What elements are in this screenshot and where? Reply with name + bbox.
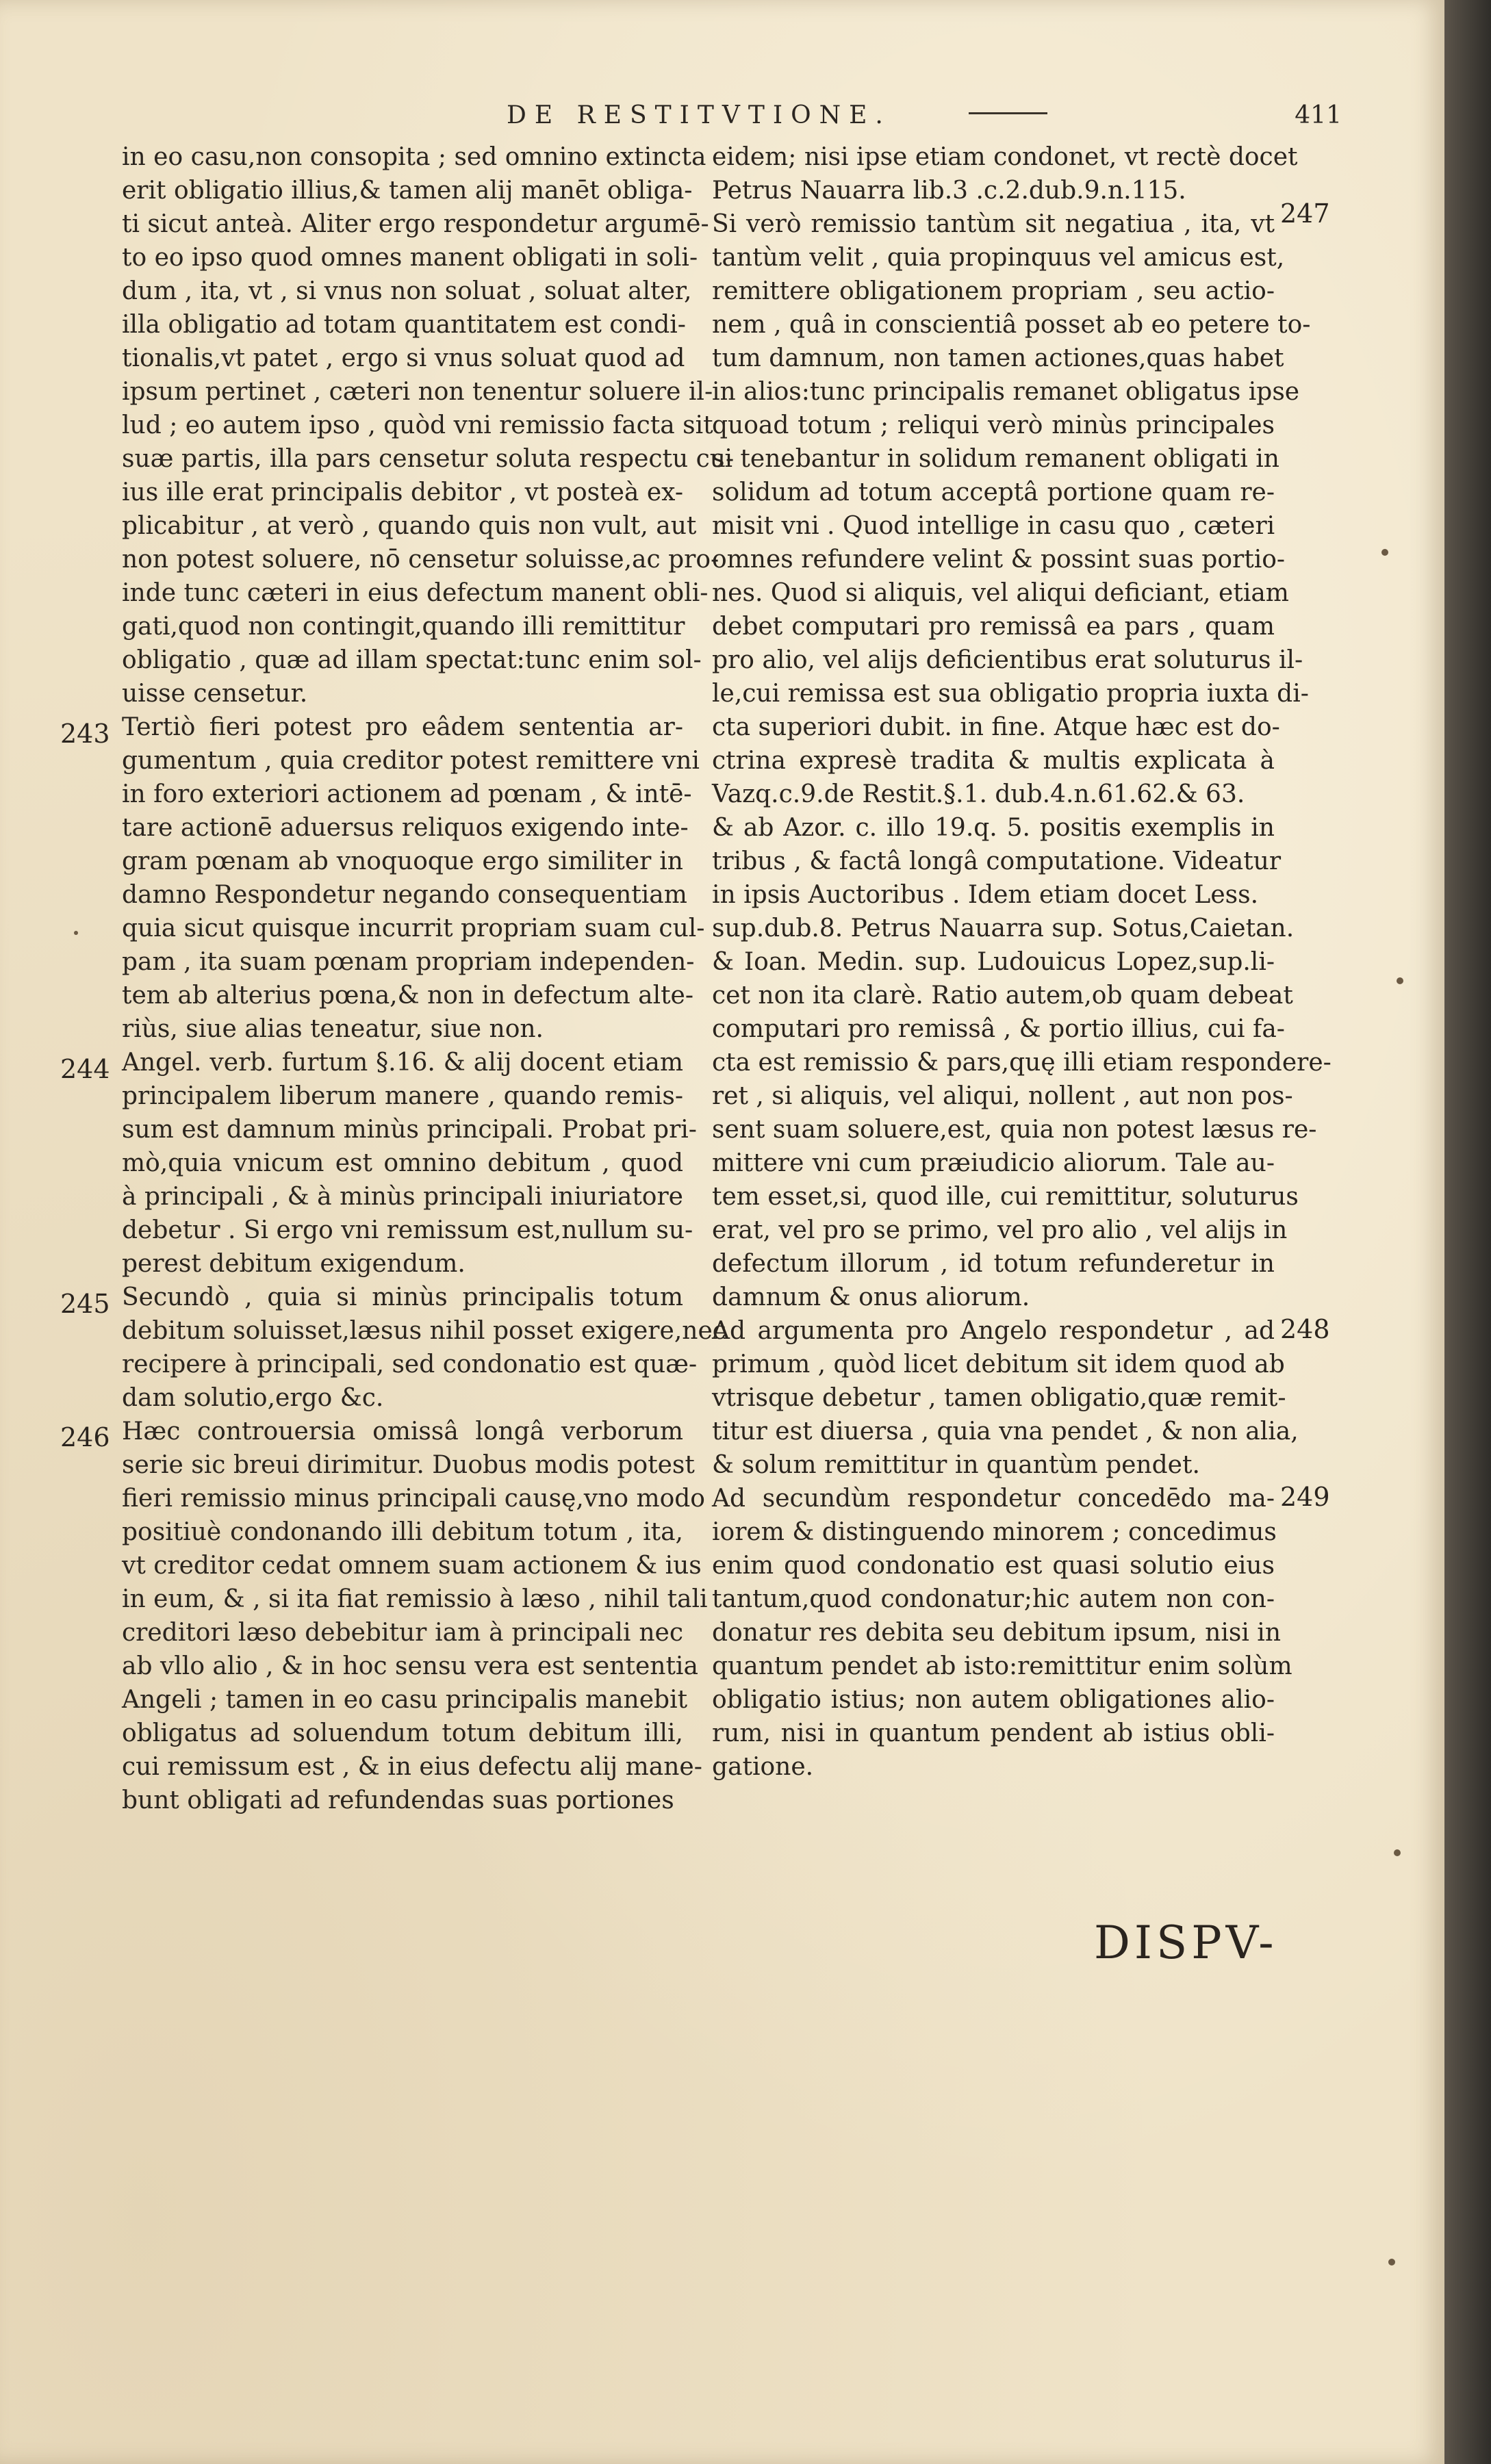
- text-line: ab vllo alio , & in hoc sensu vera est sententia: [122, 1652, 698, 1680]
- text-line: principalem liberum manere , quando remis-: [122, 1082, 683, 1110]
- margin-number-246: 246: [60, 1422, 110, 1452]
- text-line: gatione.: [712, 1753, 814, 1781]
- text-line: enim quod condonatio est quasi solutio eius: [712, 1552, 1275, 1580]
- text-line: cet non ita clarè. Ratio autem,ob quam debeat: [712, 981, 1293, 1010]
- text-line: debetur . Si ergo vni remissum est,nullum su-: [122, 1216, 693, 1244]
- text-line: in foro exteriori actionem ad pœnam , & intē-: [122, 780, 692, 808]
- margin-number-243: 243: [60, 719, 110, 749]
- text-line: in eum, & , si ita fiat remissio à læso , nihil tali: [122, 1585, 708, 1613]
- text-line: quoad totum ; reliqui verò minùs principales: [712, 411, 1275, 439]
- text-line: lud ; eo autem ipso , quòd vni remissio facta sit: [122, 411, 713, 439]
- text-line: quantum pendet ab isto:remittitur enim solùm: [712, 1652, 1292, 1680]
- text-line: dum , ita, vt , si vnus non soluat , soluat alter,: [122, 277, 692, 305]
- text-line: creditori læso debebitur iam à principali nec: [122, 1619, 683, 1647]
- text-line: iorem & distinguendo minorem ; concedimus: [712, 1518, 1277, 1546]
- text-line: le,cui remissa est sua obligatio propria iuxta di-: [712, 680, 1309, 708]
- text-line: computari pro remissâ , & portio illius, cui fa-: [712, 1015, 1285, 1043]
- text-line: bunt obligati ad refundendas suas portiones: [122, 1786, 674, 1814]
- margin-number-247: 247: [1280, 198, 1330, 229]
- text-line: riùs, siue alias teneatur, siue non.: [122, 1015, 544, 1043]
- text-line: tantum,quod condonatur;hic autem non con-: [712, 1585, 1275, 1613]
- text-line: Hæc controuersia omissâ longâ verborum: [122, 1417, 683, 1446]
- text-line: misit vni . Quod intellige in casu quo , cæteri: [712, 512, 1275, 540]
- text-line: cta est remissio & pars,quę illi etiam respondere-: [712, 1049, 1331, 1077]
- text-line: omnes refundere velint & possint suas portio-: [712, 546, 1286, 574]
- text-line: tantùm velit , quia propinquus vel amicus est,: [712, 244, 1285, 272]
- text-line: ctrina expresè tradita & multis explicata à: [712, 747, 1275, 775]
- text-line: ti sicut anteà. Aliter ergo respondetur argumē-: [122, 210, 709, 238]
- text-line: mittere vni cum præiudicio aliorum. Tale au-: [712, 1149, 1275, 1177]
- text-line: titur est diuersa , quia vna pendet , & non alia,: [712, 1417, 1299, 1446]
- text-line: tem ab alterius pœna,& non in defectum alte-: [122, 981, 694, 1010]
- text-line: gumentum , quia creditor potest remittere vni: [122, 747, 700, 775]
- text-line: gati,quod non contingit,quando illi remittitur: [122, 613, 685, 641]
- text-line: inde tunc cæteri in eius defectum manent obli-: [122, 579, 709, 607]
- text-line: cui remissum est , & in eius defectu alij mane-: [122, 1753, 702, 1781]
- text-line: vt creditor cedat omnem suam actionem & ius: [122, 1552, 702, 1580]
- text-line: nes. Quod si aliquis, vel aliqui deficiant, etiam: [712, 579, 1289, 607]
- text-line: illa obligatio ad totam quantitatem est condi-: [122, 311, 686, 339]
- text-line: Tertiò fieri potest pro eâdem sententia ar-: [122, 713, 683, 741]
- margin-number-244: 244: [60, 1054, 110, 1084]
- running-title: DE RESTITVTIONE.: [507, 101, 891, 129]
- text-line: defectum illorum , id totum refunderetur in: [712, 1250, 1275, 1278]
- page-number: 411: [1295, 101, 1342, 129]
- text-line: erit obligatio illius,& tamen alij manēt obliga-: [122, 177, 693, 205]
- left-text-column: [122, 140, 735, 1817]
- text-line: sup.dub.8. Petrus Nauarra sup. Sotus,Caietan.: [712, 914, 1295, 942]
- text-line: remittere obligationem propriam , seu actio-: [712, 277, 1275, 305]
- text-line: perest debitum exigendum.: [122, 1250, 466, 1278]
- text-line: tionalis,vt patet , ergo si vnus soluat quod ad: [122, 344, 685, 372]
- text-line: ipsum pertinet , cæteri non tenentur soluere il-: [122, 378, 713, 406]
- text-line: Petrus Nauarra lib.3 .c.2.dub.9.n.115.: [712, 177, 1186, 205]
- text-line: non potest soluere, nō censetur soluisse,ac pro-: [122, 546, 719, 574]
- paper-speck: [1388, 2259, 1395, 2266]
- text-line: in alios:tunc principalis remanet obligatus ipse: [712, 378, 1300, 406]
- text-line: suæ partis, illa pars censetur soluta respectu cu-: [122, 445, 735, 473]
- text-line: debitum soluisset,læsus nihil posset exigere,nec: [122, 1317, 726, 1345]
- text-line: Si verò remissio tantùm sit negatiua , ita, vt: [712, 210, 1275, 238]
- catchword: DISPV-: [1094, 1916, 1278, 1969]
- text-line: sum est damnum minùs principali. Probat pri-: [122, 1116, 697, 1144]
- text-line: vtrisque debetur , tamen obligatio,quæ remit-: [712, 1384, 1286, 1412]
- text-line: eidem; nisi ipse etiam condonet, vt rectè docet: [712, 143, 1298, 171]
- text-line: in eo casu,non consopita ; sed omnino extincta: [122, 143, 706, 171]
- text-line: & solum remittitur in quantùm pendet.: [712, 1451, 1200, 1479]
- paper-speck: [1394, 1849, 1401, 1856]
- page-header: [507, 101, 1342, 142]
- text-line: Ad argumenta pro Angelo respondetur , ad: [712, 1317, 1275, 1345]
- text-line: fieri remissio minus principali causę,vno modo: [122, 1485, 705, 1513]
- paper-speck: [1397, 977, 1403, 984]
- text-line: donatur res debita seu debitum ipsum, nisi in: [712, 1619, 1282, 1647]
- text-line: tum damnum, non tamen actiones,quas habet: [712, 344, 1284, 372]
- text-line: tare actionē aduersus reliquos exigendo inte-: [122, 814, 689, 842]
- text-line: positiuè condonando illi debitum totum , ita,: [122, 1518, 683, 1546]
- text-line: cta superiori dubit. in fine. Atque hæc est do-: [712, 713, 1280, 741]
- text-line: recipere à principali, sed condonatio est quæ-: [122, 1350, 698, 1378]
- text-line: in ipsis Auctoribus . Idem etiam docet Less.: [712, 881, 1259, 909]
- header-ornament-rule: [969, 112, 1047, 114]
- text-line: obligatio , quæ ad illam spectat:tunc enim sol-: [122, 646, 702, 674]
- text-line: uisse censetur.: [122, 680, 308, 708]
- text-line: si tenebantur in solidum remanent obligati in: [712, 445, 1279, 473]
- text-line: tribus , & factâ longâ computatione. Videatur: [712, 847, 1282, 875]
- text-line: pro alio, vel alijs deficientibus erat soluturus il-: [712, 646, 1303, 674]
- paper-speck: [74, 931, 78, 935]
- margin-number-249: 249: [1280, 1482, 1330, 1512]
- text-line: mò,quia vnicum est omnino debitum , quod: [122, 1149, 683, 1177]
- text-line: quia sicut quisque incurrit propriam suam cul-: [122, 914, 705, 942]
- text-line: rum, nisi in quantum pendent ab istius obli-: [712, 1719, 1275, 1747]
- text-line: pam , ita suam pœnam propriam independen-: [122, 948, 695, 976]
- page-edge-shadow: [1444, 0, 1491, 2464]
- text-line: serie sic breui dirimitur. Duobus modis potest: [122, 1451, 695, 1479]
- text-line: erat, vel pro se primo, vel pro alio , vel alijs in: [712, 1216, 1288, 1244]
- text-line: & ab Azor. c. illo 19.q. 5. positis exemplis in: [712, 814, 1275, 842]
- text-line: solidum ad totum acceptâ portione quam re-: [712, 478, 1275, 506]
- text-line: Ad secundùm respondetur concedēdo ma-: [712, 1485, 1275, 1513]
- text-line: nem , quâ in conscientiâ posset ab eo petere to-: [712, 311, 1311, 339]
- margin-number-245: 245: [60, 1289, 110, 1319]
- text-line: tem esset,si, quod ille, cui remittitur, soluturus: [712, 1183, 1299, 1211]
- text-line: dam solutio,ergo &c.: [122, 1384, 384, 1412]
- text-line: obligatio istius; non autem obligationes alio-: [712, 1686, 1275, 1714]
- text-line: to eo ipso quod omnes manent obligati in soli-: [122, 244, 698, 272]
- text-line: Secundò , quia si minùs principalis totum: [122, 1283, 683, 1311]
- text-line: Vazq.c.9.de Restit.§.1. dub.4.n.61.62.& 63.: [712, 780, 1245, 808]
- text-line: plicabitur , at verò , quando quis non vult, aut: [122, 512, 697, 540]
- text-line: Angel. verb. furtum §.16. & alij docent etiam: [122, 1049, 683, 1077]
- text-line: sent suam soluere,est, quia non potest læsus re-: [712, 1116, 1317, 1144]
- paper-speck: [1381, 549, 1388, 556]
- margin-number-248: 248: [1280, 1314, 1330, 1344]
- text-line: debet computari pro remissâ ea pars , quam: [712, 613, 1275, 641]
- text-line: damno Respondetur negando consequentiam: [122, 881, 687, 909]
- text-line: ius ille erat principalis debitor , vt posteà ex-: [122, 478, 683, 506]
- text-line: & Ioan. Medin. sup. Ludouicus Lopez,sup.li-: [712, 948, 1275, 976]
- text-line: damnum & onus aliorum.: [712, 1283, 1030, 1311]
- text-line: primum , quòd licet debitum sit idem quod ab: [712, 1350, 1285, 1378]
- text-line: Angeli ; tamen in eo casu principalis manebit: [122, 1686, 688, 1714]
- text-line: à principali , & à minùs principali iniuriatore: [122, 1183, 683, 1211]
- text-line: gram pœnam ab vnoquoque ergo similiter in: [122, 847, 683, 875]
- text-line: ret , si aliquis, vel aliqui, nollent , aut non pos-: [712, 1082, 1293, 1110]
- text-line: obligatus ad soluendum totum debitum illi,: [122, 1719, 683, 1747]
